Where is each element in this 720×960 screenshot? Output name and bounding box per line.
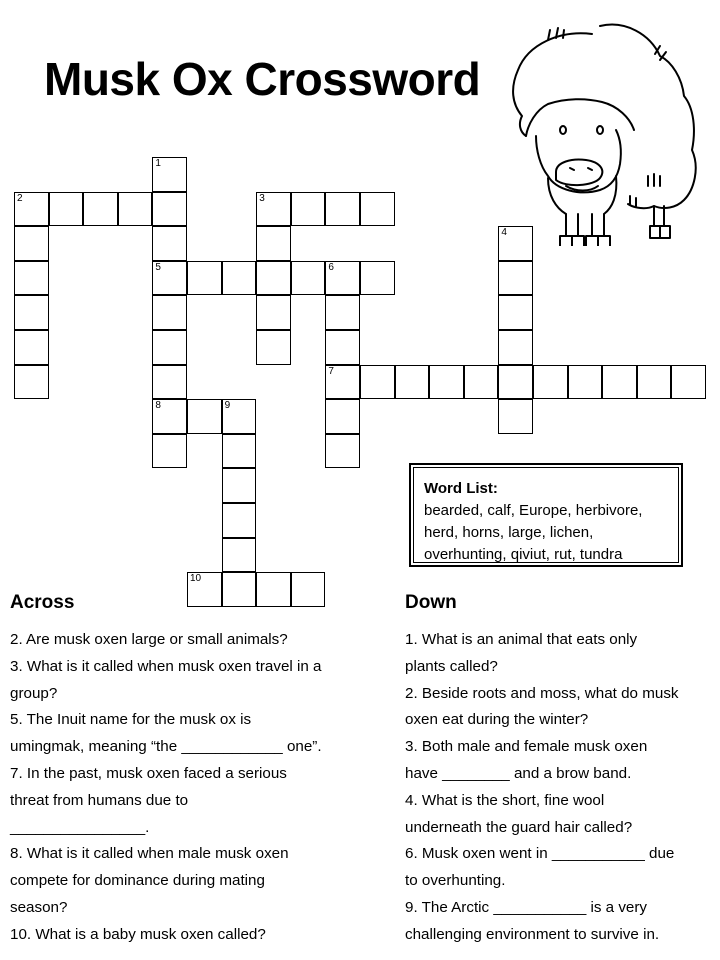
- crossword-cell[interactable]: [325, 434, 360, 469]
- crossword-cell[interactable]: [222, 468, 257, 503]
- crossword-cell[interactable]: [498, 295, 533, 330]
- crossword-cell[interactable]: [14, 192, 49, 227]
- crossword-cell[interactable]: [395, 365, 430, 400]
- crossword-cell[interactable]: [152, 330, 187, 365]
- clue-number: 7: [328, 365, 334, 377]
- crossword-cell[interactable]: [14, 330, 49, 365]
- crossword-cell[interactable]: [429, 365, 464, 400]
- across-clue-line: 8. What is it called when male musk oxen: [10, 845, 289, 863]
- crossword-cell[interactable]: [533, 365, 568, 400]
- crossword-cell[interactable]: [498, 261, 533, 296]
- crossword-cell[interactable]: [14, 295, 49, 330]
- crossword-cell[interactable]: [83, 192, 118, 227]
- crossword-cell[interactable]: [464, 365, 499, 400]
- crossword-cell[interactable]: [222, 261, 257, 296]
- crossword-cell[interactable]: [222, 503, 257, 538]
- crossword-cell[interactable]: [152, 226, 187, 261]
- crossword-cell[interactable]: [222, 434, 257, 469]
- crossword-cell[interactable]: [118, 192, 153, 227]
- crossword-cell[interactable]: [256, 192, 291, 227]
- clue-number: 9: [224, 400, 231, 412]
- crossword-cell[interactable]: [256, 226, 291, 261]
- across-clue-line: compete for dominance during mating: [10, 872, 265, 890]
- crossword-cell[interactable]: [602, 365, 637, 400]
- crossword-cell[interactable]: [49, 192, 84, 227]
- down-clue-line: to overhunting.: [405, 872, 506, 890]
- crossword-cell[interactable]: [568, 365, 603, 400]
- crossword-cell[interactable]: [360, 192, 395, 227]
- across-clue-line: 3. What is it called when musk oxen travel in a: [10, 657, 322, 675]
- across-clue-line: 10. What is a baby musk oxen called?: [10, 925, 266, 943]
- crossword-cell[interactable]: [256, 295, 291, 330]
- crossword-cell[interactable]: [14, 226, 49, 261]
- down-clue-line: plants called?: [405, 657, 498, 675]
- down-clue-line: have ________ and a brow band.: [405, 764, 632, 782]
- crossword-cell[interactable]: [325, 399, 360, 434]
- down-clue-line: 1. What is an animal that eats only: [405, 631, 638, 648]
- crossword-cell[interactable]: [152, 261, 187, 296]
- crossword-cell[interactable]: [187, 572, 222, 607]
- across-clues: [10, 627, 390, 949]
- crossword-cell[interactable]: [637, 365, 672, 400]
- down-clue-line: challenging environment to survive in.: [405, 925, 660, 943]
- across-clue-line: 5. The Inuit name for the musk ox is: [10, 711, 252, 729]
- clue-number: 10: [190, 573, 202, 585]
- word-list-line: herd, horns, large, lichen,: [424, 524, 594, 541]
- crossword-cell[interactable]: [360, 365, 395, 400]
- crossword-cell[interactable]: [498, 365, 533, 400]
- crossword-cell[interactable]: [498, 399, 533, 434]
- crossword-cell[interactable]: [291, 261, 326, 296]
- crossword-cell[interactable]: [498, 330, 533, 365]
- clue-number: 8: [155, 400, 161, 412]
- crossword-cell[interactable]: [152, 295, 187, 330]
- down-clue-line: oxen eat during the winter?: [405, 711, 589, 729]
- clue-number: 3: [259, 192, 265, 204]
- clue-number: 5: [155, 261, 161, 273]
- crossword-cell[interactable]: [152, 157, 187, 192]
- crossword-cell[interactable]: [325, 295, 360, 330]
- crossword-cell[interactable]: [152, 434, 187, 469]
- crossword-cell[interactable]: [222, 572, 257, 607]
- word-list-line: overhunting, qiviut, rut, tundra: [424, 546, 623, 563]
- across-clue-line: umingmak, meaning “the ____________ one”.: [10, 738, 322, 756]
- down-clue-line: 6. Musk oxen went in ___________ due: [405, 845, 675, 863]
- page-title: Musk Ox Crossword: [44, 53, 481, 105]
- crossword-cell[interactable]: [360, 261, 395, 296]
- crossword-cell[interactable]: [152, 192, 187, 227]
- across-heading: Across: [10, 592, 75, 613]
- crossword-cell[interactable]: [14, 261, 49, 296]
- down-clue-line: 4. What is the short, fine wool: [405, 791, 605, 809]
- across-clue-line: 7. In the past, musk oxen faced a serious: [10, 764, 287, 782]
- down-clue-line: 3. Both male and female musk oxen: [405, 738, 648, 756]
- crossword-cell[interactable]: [325, 261, 360, 296]
- crossword-cell[interactable]: [256, 261, 291, 296]
- crossword-cell[interactable]: [325, 330, 360, 365]
- across-clue-line: 2. Are musk oxen large or small animals?: [10, 631, 288, 648]
- crossword-cell[interactable]: [152, 399, 187, 434]
- crossword-cell[interactable]: [222, 538, 257, 573]
- down-clue-line: 9. The Arctic ___________ is a very: [405, 898, 648, 916]
- across-clue-line: season?: [10, 898, 68, 916]
- crossword-cell[interactable]: [152, 365, 187, 400]
- word-list-line: bearded, calf, Europe, herbivore,: [424, 502, 643, 519]
- clue-number: 1: [155, 158, 161, 169]
- down-clues: [405, 627, 717, 949]
- down-clue-line: 2. Beside roots and moss, what do musk: [405, 684, 679, 702]
- crossword-cell[interactable]: [671, 365, 706, 400]
- crossword-cell[interactable]: [291, 192, 326, 227]
- crossword-cell[interactable]: [222, 399, 257, 434]
- word-list-box: [409, 463, 683, 567]
- across-clue-line: group?: [10, 684, 58, 702]
- crossword-cell[interactable]: [325, 365, 360, 400]
- across-clue-line: threat from humans due to: [10, 791, 189, 809]
- down-heading: Down: [405, 592, 457, 613]
- crossword-cell[interactable]: [291, 572, 326, 607]
- down-clue-line: underneath the guard hair called?: [405, 818, 633, 836]
- crossword-cell[interactable]: [498, 226, 533, 261]
- crossword-cell[interactable]: [256, 330, 291, 365]
- crossword-cell[interactable]: [325, 192, 360, 227]
- crossword-cell[interactable]: [187, 399, 222, 434]
- crossword-cell[interactable]: [256, 572, 291, 607]
- across-clue-line: ________________.: [10, 818, 150, 836]
- crossword-cell[interactable]: [187, 261, 222, 296]
- clue-number: 6: [328, 261, 334, 273]
- word-list-inner: [413, 467, 679, 563]
- clue-number: 2: [17, 192, 23, 204]
- crossword-cell[interactable]: [14, 365, 49, 400]
- clue-number: 4: [501, 227, 507, 239]
- word-list-title: Word List:: [424, 480, 498, 497]
